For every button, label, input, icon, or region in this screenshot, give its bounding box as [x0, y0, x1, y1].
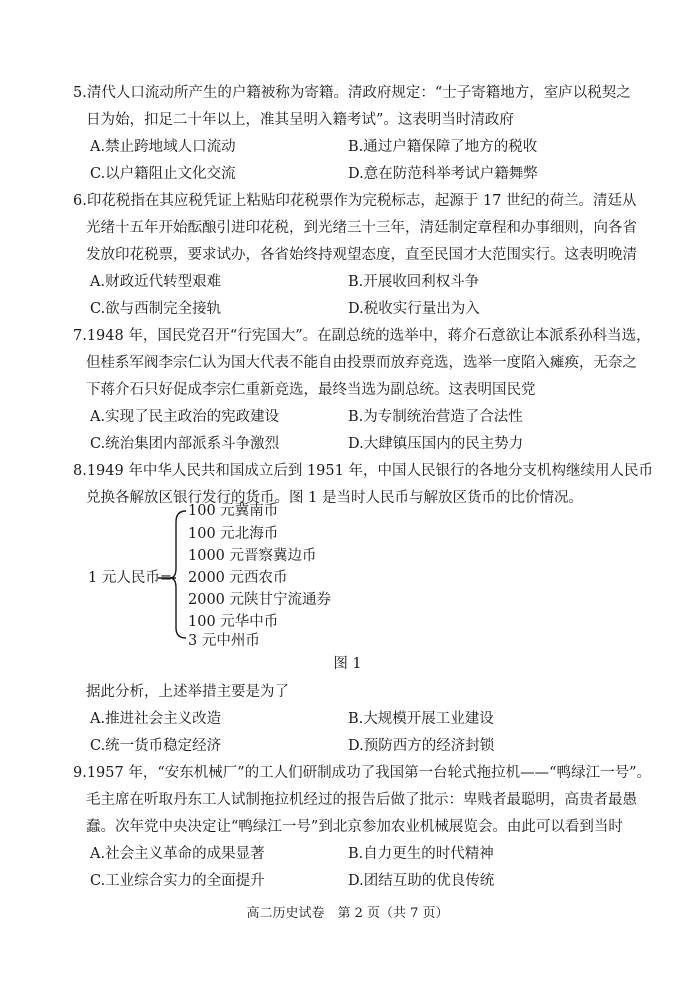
option-d: D.大肆镇压国内的民主势力 [348, 436, 524, 452]
option-b: B.大规模开展工业建设 [348, 711, 494, 727]
figure-item: 1000 元晋察冀边币 [188, 548, 317, 564]
question-stem-line: 毛主席在听取丹东工人试制拖拉机经过的报告后做了批示：卑贱者最聪明，高贵者最愚 [86, 792, 637, 808]
figure-label: 1 元人民币= [88, 570, 172, 586]
figure-item: 2000 元西农币 [188, 570, 288, 586]
option-b: B.通过户籍保障了地方的税收 [348, 139, 538, 155]
option-a: A.推进社会主义改造 [90, 711, 222, 727]
question-stem-line: 发放印花税票，要求试办，各省始终持观望态度，直至民国才大范围实行。这表明晚清 [86, 247, 637, 263]
option-a: A.禁止跨地域人口流动 [90, 139, 236, 155]
option-d: D.税收实行量出为入 [348, 301, 480, 317]
question-stem-line: 日为始，扣足二十年以上，准其呈明入籍考试”。这表明当时清政府 [86, 112, 514, 128]
option-d: D.预防西方的经济封锁 [348, 738, 495, 754]
question-stem-line: 据此分析，上述举措主要是为了 [86, 684, 289, 700]
question-stem-line: 6.印花税指在其应税凭证上粘贴印花税票作为完税标志，起源于 17 世纪的荷兰。清廷从 [73, 193, 637, 209]
question-stem-line: 光绪十五年开始酝酿引进印花税，到光绪三十三年，清廷制定章程和办事细则，向各省 [86, 220, 637, 236]
option-c: C.统一货币稳定经济 [90, 738, 222, 754]
question-stem-line: 7.1948 年，国民党召开“行宪国大”。在副总统的选举中，蒋介石意欲让本派系孙科当选， [73, 328, 651, 344]
question-stem-line: 兑换各解放区银行发行的货币。图 1 是当时人民币与解放区货币的比价情况。 [86, 490, 583, 506]
option-c: C.统治集团内部派系斗争激烈 [90, 436, 280, 452]
figure-caption: 图 1 [333, 656, 362, 672]
figure-item: 100 元华中币 [188, 614, 279, 630]
figure-item: 2000 元陕甘宁流通券 [188, 592, 332, 608]
option-c: C.工业综合实力的全面提升 [90, 873, 265, 889]
option-c: C.欲与西制完全接轨 [90, 301, 222, 317]
option-d: D.团结互助的优良传统 [348, 873, 495, 889]
option-d: D.意在防范科举考试户籍舞弊 [348, 166, 538, 182]
option-a: A.社会主义革命的成果显著 [90, 846, 265, 862]
option-a: A.实现了民主政治的宪政建设 [90, 409, 280, 425]
question-stem-line: 8.1949 年中华人民共和国成立后到 1951 年，中国人民银行的各地分支机构继续用人民币 [73, 463, 653, 479]
question-stem-line: 5.清代人口流动所产生的户籍被称为寄籍。清政府规定：“士子寄籍地方，室庐以税契之 [73, 85, 631, 101]
option-b: B.自力更生的时代精神 [348, 846, 494, 862]
option-a: A.财政近代转型艰难 [90, 274, 222, 290]
option-b: B.开展收回利权斗争 [348, 274, 480, 290]
page-footer: 高二历史试卷 第 2 页（共 7 页） [246, 906, 449, 921]
figure-item: 3 元中州币 [188, 633, 260, 649]
question-stem-line: 蠢。次年党中央决定让“鸭绿江一号”到北京参加农业机械展览会。由此可以看到当时 [86, 819, 623, 835]
option-b: B.为专制统治营造了合法性 [348, 409, 523, 425]
question-stem-line: 下蒋介石只好促成李宗仁重新竞选，最终当选为副总统。这表明国民党 [86, 382, 536, 398]
option-c: C.以户籍阻止文化交流 [90, 166, 236, 182]
question-stem-line: 9.1957 年，“安东机械厂”的工人们研制成功了我国第一台轮式拖拉机——“鸭绿江一号”。 [73, 765, 651, 781]
figure-item: 100 元北海币 [188, 526, 279, 542]
question-stem-line: 但桂系军阀李宗仁认为国大代表不能自由投票而放弃竞选，选举一度陷入瘫痪，无奈之 [86, 355, 637, 371]
figure-item: 100 元冀南币 [188, 503, 279, 519]
